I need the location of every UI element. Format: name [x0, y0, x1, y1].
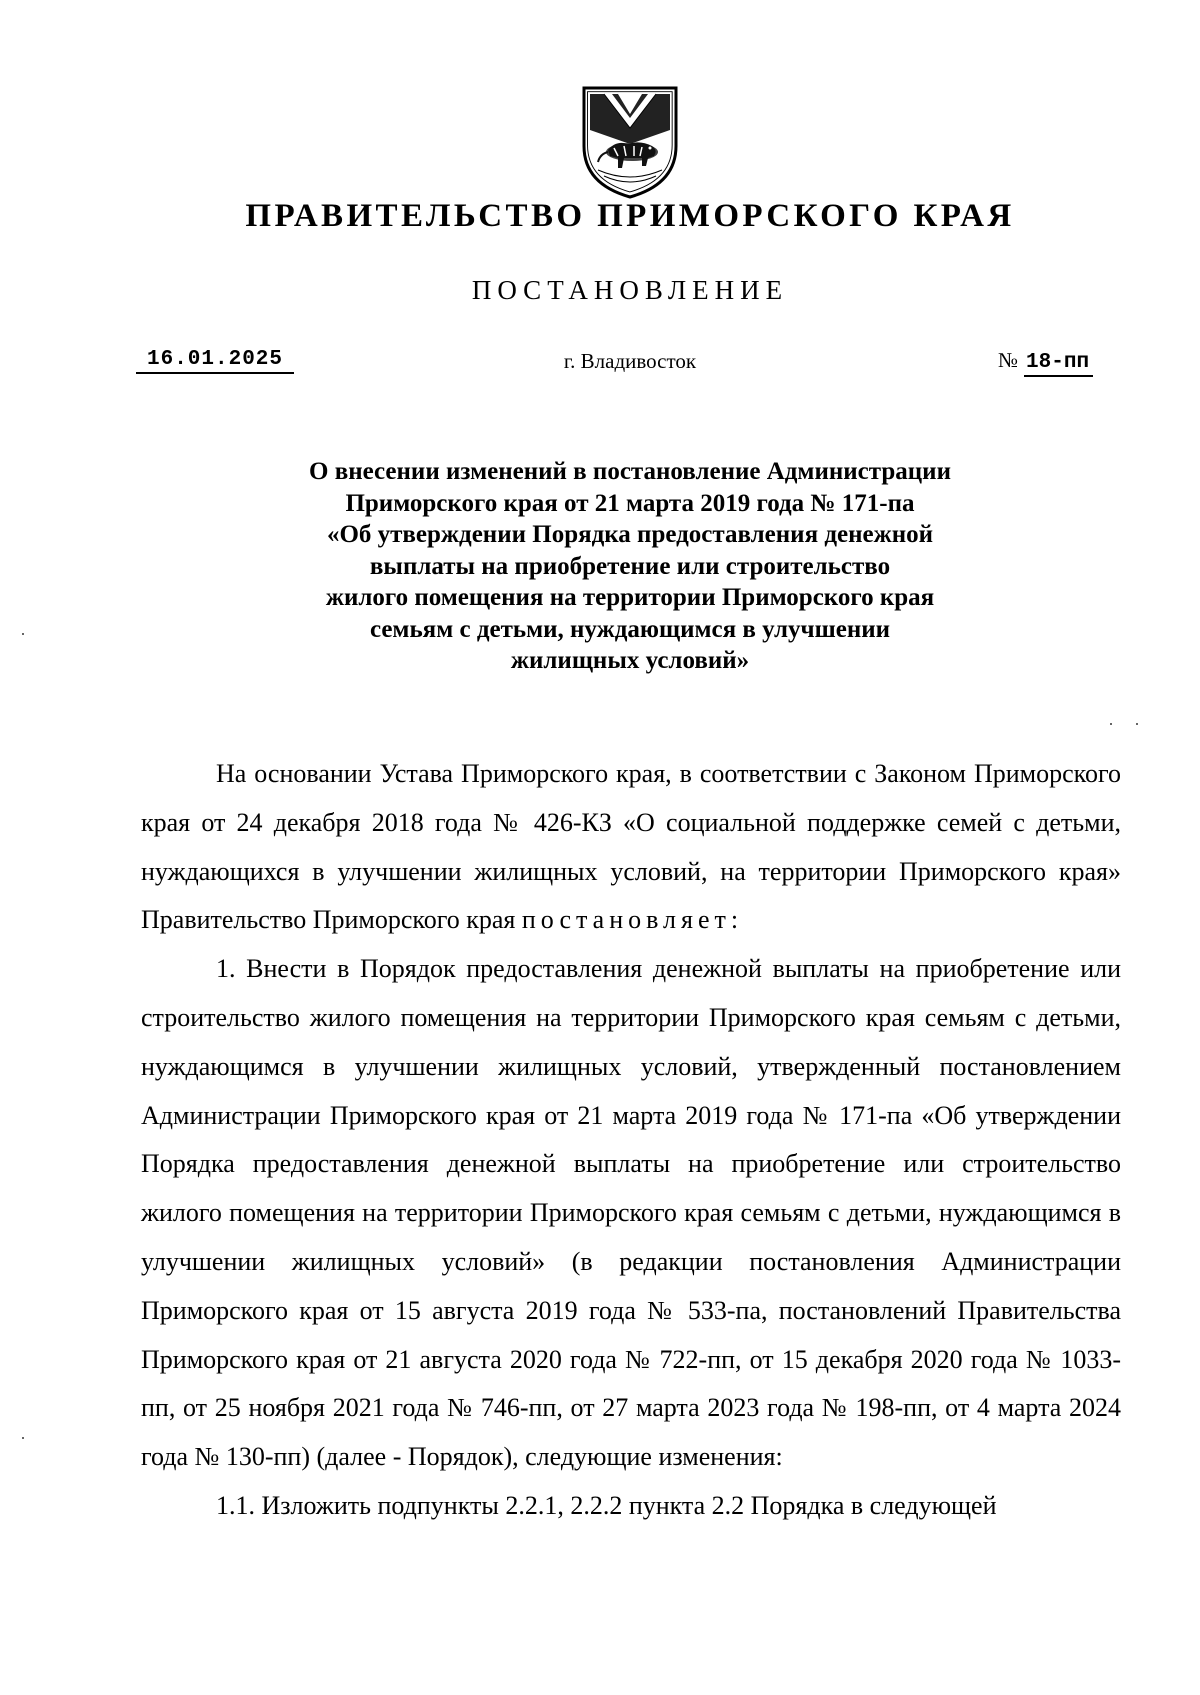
scan-speck [1110, 723, 1112, 725]
subject-line: «Об утверждении Порядка предоставления денежной [326, 521, 934, 548]
document-city: г. Владивосток [563, 349, 697, 373]
document-number-value: 18-пп [1024, 351, 1093, 377]
document-type-heading: ПОСТАНОВЛЕНИЕ [471, 275, 789, 305]
item-1-paragraph: 1. Внести в Порядок предоставления денежной выплаты на приобретение или строительство жилого помещения на территории Приморского края семьям с детьми, нуждающимся в улучшении жилищных условий, утвержденный постановлением Администрации Приморского края от 21 марта 2019 года № 171-па «Об утверждении Порядка предоставления денежной выплаты на приобретение или строительство жилого помещения на территории Приморского края семьям с детьми, нуждающимся в улучшении жилищных условий» (в редакции постановления Администрации Приморского края от 15 августа 2019 года № 533-па, постановлений Правительства Приморского края от 21 августа 2020 года № 722-пп, от 15 декабря 2020 года № 1033-пп, от 25 ноября 2021 года № 746-пп, от 27 марта 2023 года № 198-пп, от 4 марта 2024 года № 130-пп) (далее - Порядок), следующие изменения: [141, 954, 1121, 1472]
government-title: ПРАВИТЕЛЬСТВО ПРИМОРСКОГО КРАЯ [245, 198, 1015, 234]
subject-line: Приморского края от 21 марта 2019 года № 171-па [345, 489, 915, 517]
subject-line: семьям с детьми, нуждающимся в улучшении [369, 615, 891, 643]
document-date: 16.01.2025 [136, 348, 294, 374]
preamble-text: На основании Устава Приморского края, в соответствии с Законом Приморского края от 24 декабря 2018 года № 426-КЗ «О социальной поддержке семей с детьми, нуждающихся в улучшении жилищных условий, на территории Приморского края» Правительство Приморского края [141, 759, 1121, 935]
scan-speck [1136, 723, 1138, 725]
document-body [141, 750, 1121, 1531]
document-number [998, 348, 1093, 377]
decree-word: постановляет: [521, 905, 744, 935]
number-sign: № [998, 348, 1019, 372]
document-subject-title [240, 456, 1020, 677]
subject-line: выплаты на приобретение или строительство [369, 552, 891, 580]
item-1-1-paragraph: 1.1. Изложить подпункты 2.2.1, 2.2.2 пункта 2.2 Порядка в следующей [216, 1490, 997, 1520]
subject-line: жилищных условий» [510, 647, 750, 674]
scan-speck [22, 633, 24, 635]
scan-speck [22, 1437, 24, 1439]
preamble-paragraph [141, 750, 1121, 945]
subject-line: О внесении изменений в постановление Администрации [309, 458, 951, 485]
subject-line: жилого помещения на территории Приморского края [325, 584, 935, 611]
primorsky-krai-coat-of-arms-icon [578, 84, 682, 200]
